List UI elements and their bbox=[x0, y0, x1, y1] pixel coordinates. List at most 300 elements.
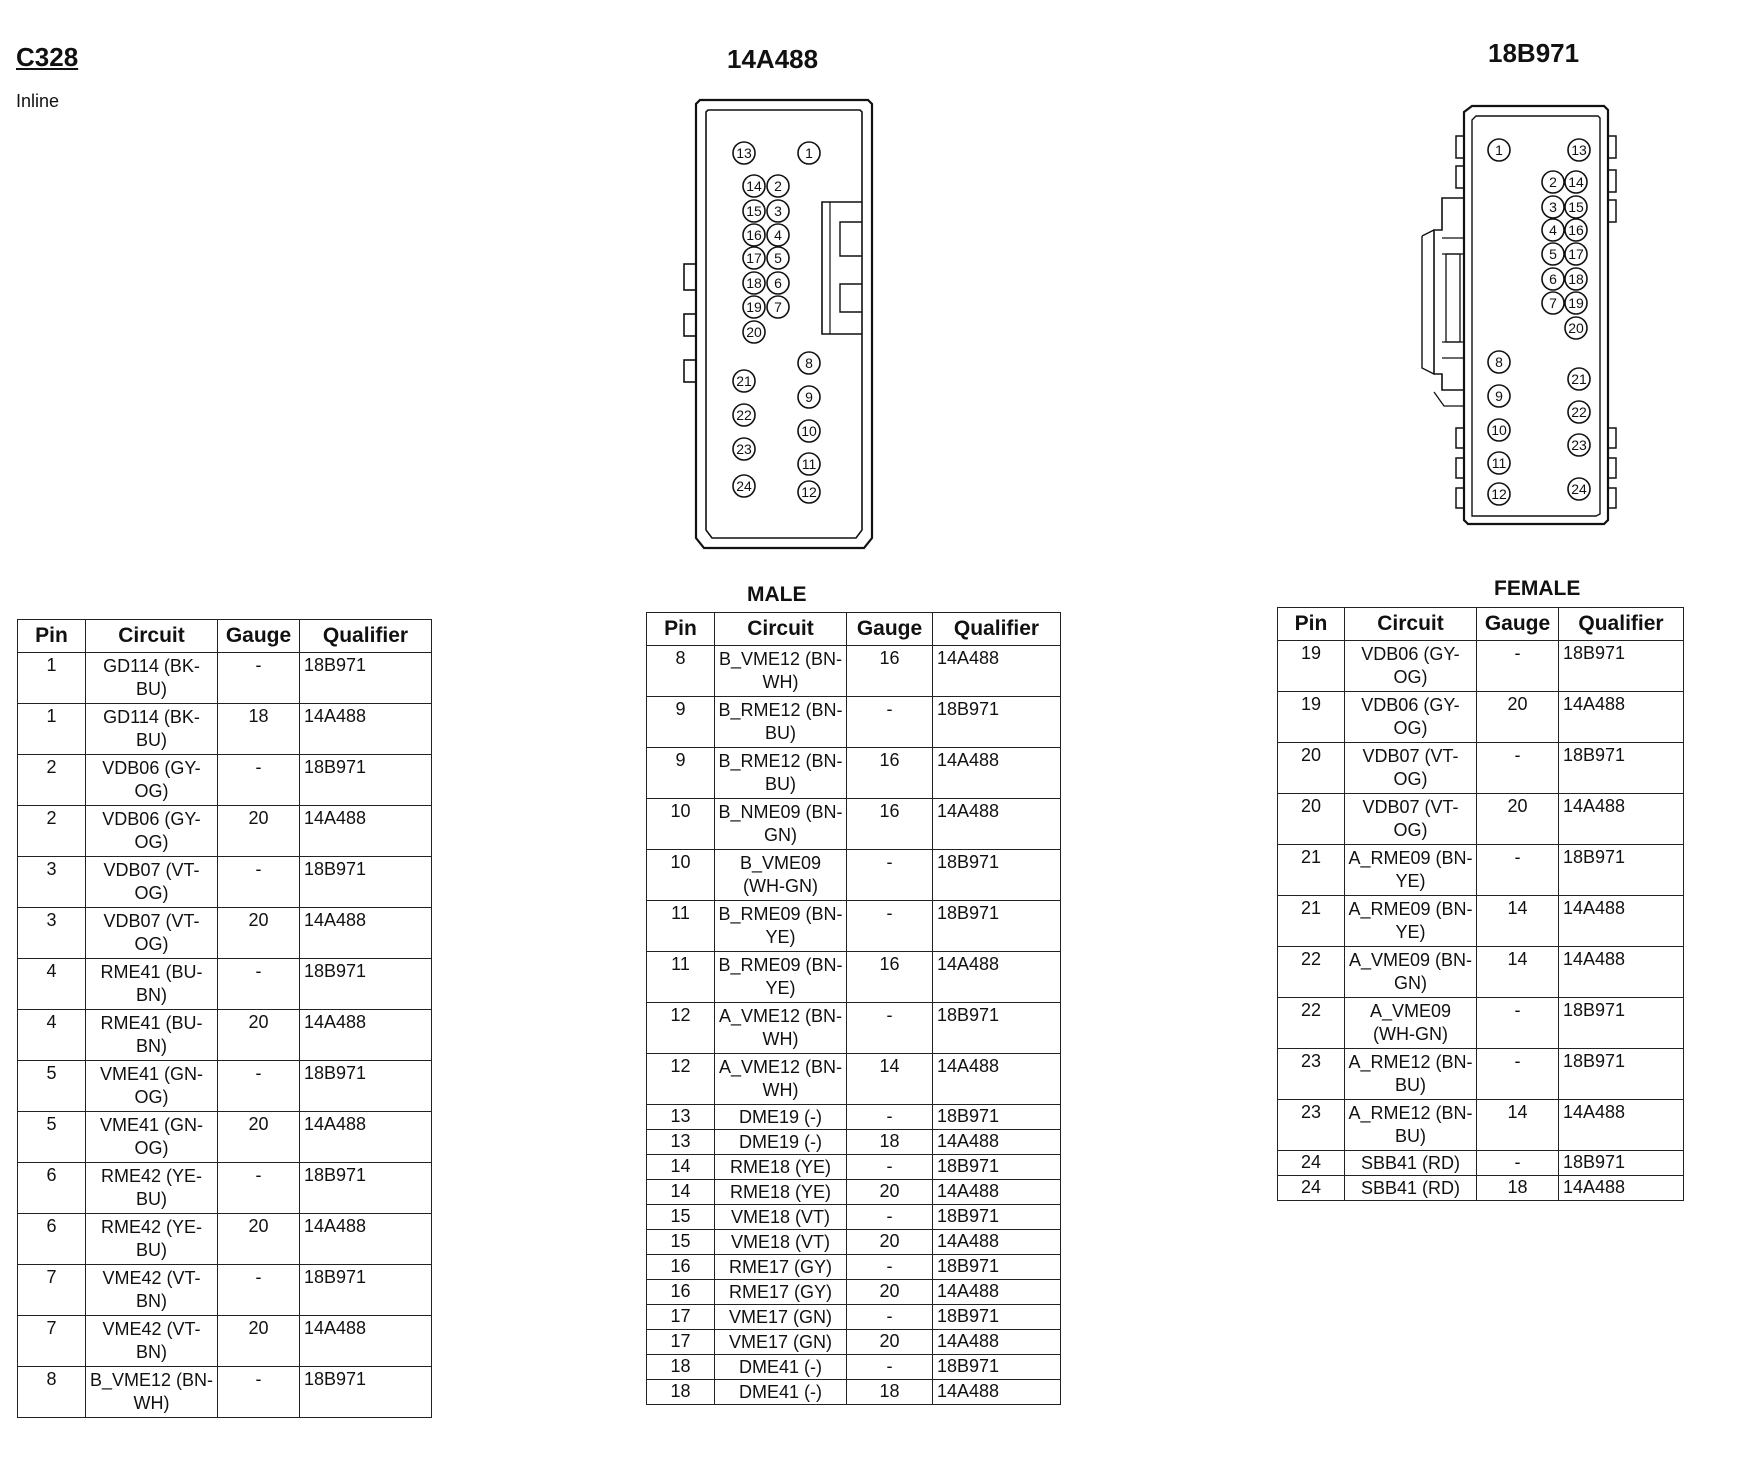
qualifier-cell: 18B971 bbox=[300, 1061, 432, 1112]
female-pin-7-number: 7 bbox=[1549, 295, 1557, 311]
pinout-table-3 bbox=[1277, 607, 1684, 1201]
female-part-number: 18B971 bbox=[1488, 38, 1580, 68]
pin-cell: 24 bbox=[1278, 1151, 1345, 1176]
pin-cell: 6 bbox=[18, 1163, 86, 1214]
male-pin-18-number: 18 bbox=[746, 275, 762, 291]
pin-cell: 12 bbox=[647, 1054, 715, 1105]
gauge-cell: 16 bbox=[847, 748, 933, 799]
circuit-cell: DME19 (-) bbox=[715, 1130, 847, 1155]
table-row bbox=[1278, 794, 1684, 845]
qualifier-cell: 18B971 bbox=[1559, 998, 1684, 1049]
male-pin-15-number: 15 bbox=[746, 203, 762, 219]
table-row bbox=[1278, 845, 1684, 896]
pin-cell: 17 bbox=[647, 1330, 715, 1355]
pin-cell: 17 bbox=[647, 1305, 715, 1330]
circuit-cell: SBB41 (RD) bbox=[1345, 1151, 1477, 1176]
qualifier-cell: 18B971 bbox=[933, 1355, 1061, 1380]
circuit-cell: VDB07 (VT-OG) bbox=[86, 908, 218, 959]
female-pin-10-number: 10 bbox=[1491, 422, 1507, 438]
table-row bbox=[647, 1255, 1061, 1280]
table-row bbox=[647, 748, 1061, 799]
qualifier-cell: 14A488 bbox=[300, 704, 432, 755]
gauge-cell: 14 bbox=[1477, 896, 1559, 947]
gauge-cell: 20 bbox=[1477, 692, 1559, 743]
pin-cell: 14 bbox=[647, 1180, 715, 1205]
pin-cell: 19 bbox=[1278, 692, 1345, 743]
qualifier-cell: 14A488 bbox=[1559, 896, 1684, 947]
gauge-cell: 20 bbox=[1477, 794, 1559, 845]
qualifier-cell: 18B971 bbox=[933, 1305, 1061, 1330]
table-row bbox=[647, 646, 1061, 697]
female-pin-1-number: 1 bbox=[1495, 142, 1503, 158]
circuit-cell: B_RME12 (BN-BU) bbox=[715, 697, 847, 748]
gauge-cell: 20 bbox=[847, 1180, 933, 1205]
circuit-cell: RME18 (YE) bbox=[715, 1180, 847, 1205]
qualifier-cell: 18B971 bbox=[933, 850, 1061, 901]
circuit-cell: VDB07 (VT-OG) bbox=[1345, 743, 1477, 794]
gauge-cell: - bbox=[847, 1355, 933, 1380]
pin-cell: 8 bbox=[18, 1367, 86, 1418]
connector-location-subtitle: Inline bbox=[16, 91, 60, 111]
table-row bbox=[18, 1214, 432, 1265]
pin-cell: 13 bbox=[647, 1105, 715, 1130]
qualifier-cell: 18B971 bbox=[300, 1265, 432, 1316]
table-row bbox=[18, 1112, 432, 1163]
male-pin-21-number: 21 bbox=[736, 373, 752, 389]
circuit-cell: VME18 (VT) bbox=[715, 1230, 847, 1255]
qualifier-cell: 18B971 bbox=[933, 1205, 1061, 1230]
circuit-cell: VDB07 (VT-OG) bbox=[1345, 794, 1477, 845]
gauge-cell: - bbox=[847, 850, 933, 901]
male-pin-23-number: 23 bbox=[736, 441, 752, 457]
table-row bbox=[18, 857, 432, 908]
circuit-cell: RME17 (GY) bbox=[715, 1255, 847, 1280]
gauge-cell: 20 bbox=[847, 1330, 933, 1355]
pin-cell: 2 bbox=[18, 755, 86, 806]
male-pin-11-number: 11 bbox=[801, 456, 817, 472]
table-row bbox=[647, 1054, 1061, 1105]
gauge-cell: 20 bbox=[218, 908, 300, 959]
qualifier-cell: 14A488 bbox=[933, 748, 1061, 799]
table-row bbox=[18, 959, 432, 1010]
table-row bbox=[1278, 1100, 1684, 1151]
male-part-number: 14A488 bbox=[727, 44, 819, 74]
table-row bbox=[647, 697, 1061, 748]
female-pin-3-number: 3 bbox=[1549, 199, 1557, 215]
qualifier-cell: 14A488 bbox=[1559, 1100, 1684, 1151]
table-row bbox=[647, 1155, 1061, 1180]
table-row bbox=[647, 1205, 1061, 1230]
female-pin-24-number: 24 bbox=[1571, 481, 1587, 497]
male-pin-5-number: 5 bbox=[774, 250, 782, 266]
gauge-cell: 20 bbox=[218, 1316, 300, 1367]
circuit-cell: VDB07 (VT-OG) bbox=[86, 857, 218, 908]
pin-cell: 15 bbox=[647, 1230, 715, 1255]
circuit-cell: SBB41 (RD) bbox=[1345, 1176, 1477, 1201]
female-connector-face-diagram bbox=[1420, 106, 1630, 526]
table-row bbox=[1278, 743, 1684, 794]
table-row bbox=[647, 901, 1061, 952]
pin-cell: 4 bbox=[18, 959, 86, 1010]
pin-cell: 3 bbox=[18, 908, 86, 959]
male-pin-13-number: 13 bbox=[736, 145, 752, 161]
circuit-cell: GD114 (BK-BU) bbox=[86, 653, 218, 704]
male-pin-24-number: 24 bbox=[736, 478, 752, 494]
table-row bbox=[1278, 641, 1684, 692]
table-row bbox=[647, 1305, 1061, 1330]
circuit-cell: VDB06 (GY-OG) bbox=[86, 755, 218, 806]
table-row bbox=[647, 1180, 1061, 1205]
pin-cell: 7 bbox=[18, 1265, 86, 1316]
circuit-cell: A_RME12 (BN-BU) bbox=[1345, 1049, 1477, 1100]
circuit-cell: B_VME12 (BN-WH) bbox=[715, 646, 847, 697]
gauge-cell: - bbox=[218, 1163, 300, 1214]
table-row bbox=[18, 1163, 432, 1214]
pin-cell: 14 bbox=[647, 1155, 715, 1180]
male-pin-7-number: 7 bbox=[774, 299, 782, 315]
circuit-cell: A_VME12 (BN-WH) bbox=[715, 1054, 847, 1105]
circuit-cell: A_VME12 (BN-WH) bbox=[715, 1003, 847, 1054]
female-pin-19-number: 19 bbox=[1568, 295, 1584, 311]
circuit-cell: B_RME12 (BN-BU) bbox=[715, 748, 847, 799]
gauge-cell: 18 bbox=[847, 1130, 933, 1155]
pinout-table-2 bbox=[646, 612, 1061, 1405]
female-pin-20-number: 20 bbox=[1568, 320, 1584, 336]
table-row bbox=[18, 1265, 432, 1316]
qualifier-cell: 14A488 bbox=[300, 1112, 432, 1163]
qualifier-cell: 14A488 bbox=[933, 1380, 1061, 1405]
gauge-cell: - bbox=[1477, 998, 1559, 1049]
pin-cell: 16 bbox=[647, 1280, 715, 1305]
pin-cell: 21 bbox=[1278, 845, 1345, 896]
gauge-cell: 20 bbox=[218, 1010, 300, 1061]
male-connector-face-diagram bbox=[680, 98, 880, 550]
female-pin-8-number: 8 bbox=[1495, 354, 1503, 370]
qualifier-cell: 18B971 bbox=[1559, 743, 1684, 794]
male-pin-4-number: 4 bbox=[774, 227, 782, 243]
pin-column-header: Pin bbox=[647, 613, 715, 646]
circuit-cell: RME41 (BU-BN) bbox=[86, 959, 218, 1010]
pin-cell: 20 bbox=[1278, 743, 1345, 794]
female-pin-17-number: 17 bbox=[1568, 246, 1584, 262]
table-row bbox=[647, 1380, 1061, 1405]
male-pin-3-number: 3 bbox=[774, 203, 782, 219]
gauge-cell: 18 bbox=[218, 704, 300, 755]
pin-cell: 5 bbox=[18, 1112, 86, 1163]
male-pin-8-number: 8 bbox=[805, 355, 813, 371]
gauge-cell: - bbox=[847, 1305, 933, 1330]
table-row bbox=[18, 653, 432, 704]
circuit-cell: B_RME09 (BN-YE) bbox=[715, 952, 847, 1003]
qualifier-cell: 18B971 bbox=[933, 1105, 1061, 1130]
gauge-cell: - bbox=[218, 1061, 300, 1112]
pin-cell: 20 bbox=[1278, 794, 1345, 845]
table-row bbox=[647, 1105, 1061, 1130]
circuit-cell: A_VME09 (WH-GN) bbox=[1345, 998, 1477, 1049]
qualifier-cell: 14A488 bbox=[933, 1130, 1061, 1155]
table-row bbox=[647, 1330, 1061, 1355]
circuit-cell: RME42 (YE-BU) bbox=[86, 1214, 218, 1265]
table-row bbox=[18, 908, 432, 959]
table-row bbox=[1278, 947, 1684, 998]
qualifier-cell: 14A488 bbox=[933, 1330, 1061, 1355]
pin-cell: 10 bbox=[647, 850, 715, 901]
female-pin-13-number: 13 bbox=[1571, 142, 1587, 158]
qualifier-cell: 14A488 bbox=[933, 952, 1061, 1003]
male-pin-10-number: 10 bbox=[801, 423, 817, 439]
gauge-cell: 14 bbox=[847, 1054, 933, 1105]
circuit-column-header: Circuit bbox=[86, 620, 218, 653]
table-row bbox=[647, 1003, 1061, 1054]
table-row bbox=[647, 1355, 1061, 1380]
table-row bbox=[647, 1280, 1061, 1305]
circuit-cell: VDB06 (GY-OG) bbox=[1345, 641, 1477, 692]
qualifier-cell: 14A488 bbox=[1559, 1176, 1684, 1201]
gauge-cell: 20 bbox=[218, 1214, 300, 1265]
table-row bbox=[647, 952, 1061, 1003]
gauge-cell: 20 bbox=[218, 806, 300, 857]
gauge-cell: - bbox=[218, 1265, 300, 1316]
pin-cell: 21 bbox=[1278, 896, 1345, 947]
gauge-cell: 18 bbox=[847, 1380, 933, 1405]
gauge-cell: 16 bbox=[847, 799, 933, 850]
male-pin-16-number: 16 bbox=[746, 227, 762, 243]
circuit-cell: A_RME09 (BN-YE) bbox=[1345, 896, 1477, 947]
pin-cell: 9 bbox=[647, 697, 715, 748]
table-row bbox=[18, 1061, 432, 1112]
male-pin-6-number: 6 bbox=[774, 275, 782, 291]
gauge-cell: - bbox=[218, 857, 300, 908]
gauge-cell: 20 bbox=[847, 1230, 933, 1255]
gauge-column-header: Gauge bbox=[847, 613, 933, 646]
qualifier-cell: 18B971 bbox=[933, 1155, 1061, 1180]
qualifier-cell: 18B971 bbox=[933, 697, 1061, 748]
qualifier-cell: 14A488 bbox=[1559, 794, 1684, 845]
pin-cell: 3 bbox=[18, 857, 86, 908]
pin-cell: 1 bbox=[18, 704, 86, 755]
circuit-cell: RME18 (YE) bbox=[715, 1155, 847, 1180]
qualifier-cell: 18B971 bbox=[300, 653, 432, 704]
pin-cell: 12 bbox=[647, 1003, 715, 1054]
female-pin-11-number: 11 bbox=[1491, 455, 1507, 471]
pin-column-header: Pin bbox=[1278, 608, 1345, 641]
circuit-cell: VME42 (VT-BN) bbox=[86, 1316, 218, 1367]
pin-cell: 23 bbox=[1278, 1049, 1345, 1100]
pin-cell: 11 bbox=[647, 952, 715, 1003]
male-pin-20-number: 20 bbox=[746, 324, 762, 340]
male-pin-22-number: 22 bbox=[736, 407, 752, 423]
qualifier-cell: 14A488 bbox=[933, 646, 1061, 697]
female-pin-23-number: 23 bbox=[1571, 437, 1587, 453]
qualifier-cell: 14A488 bbox=[933, 1280, 1061, 1305]
qualifier-cell: 18B971 bbox=[933, 901, 1061, 952]
gauge-cell: - bbox=[847, 1003, 933, 1054]
female-pin-5-number: 5 bbox=[1549, 246, 1557, 262]
pin-cell: 7 bbox=[18, 1316, 86, 1367]
circuit-cell: VME18 (VT) bbox=[715, 1205, 847, 1230]
qualifier-cell: 18B971 bbox=[300, 1367, 432, 1418]
table-row bbox=[18, 704, 432, 755]
male-gender-label: MALE bbox=[747, 583, 807, 606]
qualifier-cell: 18B971 bbox=[933, 1255, 1061, 1280]
gauge-cell: - bbox=[1477, 1049, 1559, 1100]
gauge-cell: - bbox=[847, 1155, 933, 1180]
table-row bbox=[18, 806, 432, 857]
pinout-table-2-body bbox=[647, 646, 1061, 1405]
qualifier-cell: 14A488 bbox=[300, 1214, 432, 1265]
table-row bbox=[1278, 896, 1684, 947]
circuit-column-header: Circuit bbox=[715, 613, 847, 646]
pin-cell: 23 bbox=[1278, 1100, 1345, 1151]
table-row bbox=[18, 1316, 432, 1367]
gauge-cell: - bbox=[1477, 743, 1559, 794]
qualifier-cell: 18B971 bbox=[300, 959, 432, 1010]
female-pin-4-number: 4 bbox=[1549, 222, 1557, 238]
gauge-cell: - bbox=[218, 755, 300, 806]
connector-id-title: C328 bbox=[16, 42, 79, 72]
pin-cell: 15 bbox=[647, 1205, 715, 1230]
male-pin-17-number: 17 bbox=[746, 250, 762, 266]
table-row bbox=[647, 1130, 1061, 1155]
circuit-cell: A_VME09 (BN-GN) bbox=[1345, 947, 1477, 998]
table-row bbox=[18, 1367, 432, 1418]
table-row bbox=[18, 755, 432, 806]
pinout-table-1 bbox=[17, 619, 432, 1418]
gauge-cell: 14 bbox=[1477, 1100, 1559, 1151]
table-row bbox=[1278, 998, 1684, 1049]
gauge-cell: 14 bbox=[1477, 947, 1559, 998]
table-row bbox=[1278, 1176, 1684, 1201]
pin-cell: 16 bbox=[647, 1255, 715, 1280]
qualifier-cell: 14A488 bbox=[300, 1316, 432, 1367]
gauge-cell: - bbox=[847, 901, 933, 952]
circuit-cell: DME19 (-) bbox=[715, 1105, 847, 1130]
female-pin-2-number: 2 bbox=[1549, 174, 1557, 190]
qualifier-cell: 14A488 bbox=[933, 1230, 1061, 1255]
female-pin-14-number: 14 bbox=[1568, 174, 1584, 190]
qualifier-cell: 18B971 bbox=[1559, 641, 1684, 692]
circuit-cell: A_RME09 (BN-YE) bbox=[1345, 845, 1477, 896]
qualifier-cell: 18B971 bbox=[300, 1163, 432, 1214]
pin-cell: 22 bbox=[1278, 947, 1345, 998]
pinout-table-1-body bbox=[18, 653, 432, 1418]
gauge-cell: 18 bbox=[1477, 1176, 1559, 1201]
pin-cell: 8 bbox=[647, 646, 715, 697]
circuit-cell: VME17 (GN) bbox=[715, 1305, 847, 1330]
pin-cell: 24 bbox=[1278, 1176, 1345, 1201]
table-row bbox=[647, 799, 1061, 850]
pin-cell: 5 bbox=[18, 1061, 86, 1112]
qualifier-cell: 18B971 bbox=[300, 857, 432, 908]
qualifier-cell: 14A488 bbox=[1559, 692, 1684, 743]
circuit-cell: GD114 (BK-BU) bbox=[86, 704, 218, 755]
circuit-cell: RME17 (GY) bbox=[715, 1280, 847, 1305]
female-pin-16-number: 16 bbox=[1568, 222, 1584, 238]
pin-cell: 11 bbox=[647, 901, 715, 952]
pin-cell: 9 bbox=[647, 748, 715, 799]
pin-cell: 6 bbox=[18, 1214, 86, 1265]
circuit-cell: DME41 (-) bbox=[715, 1355, 847, 1380]
gauge-cell: - bbox=[1477, 641, 1559, 692]
gauge-cell: - bbox=[1477, 1151, 1559, 1176]
gauge-cell: 16 bbox=[847, 952, 933, 1003]
male-pin-19-number: 19 bbox=[746, 299, 762, 315]
female-pin-15-number: 15 bbox=[1568, 199, 1584, 215]
table-row bbox=[1278, 1151, 1684, 1176]
qualifier-cell: 18B971 bbox=[1559, 1049, 1684, 1100]
gauge-cell: - bbox=[847, 1105, 933, 1130]
female-pin-21-number: 21 bbox=[1571, 371, 1587, 387]
male-pin-12-number: 12 bbox=[801, 484, 817, 500]
pin-cell: 18 bbox=[647, 1380, 715, 1405]
circuit-cell: B_RME09 (BN-YE) bbox=[715, 901, 847, 952]
circuit-cell: VDB06 (GY-OG) bbox=[1345, 692, 1477, 743]
circuit-cell: B_VME09 (WH-GN) bbox=[715, 850, 847, 901]
female-gender-label: FEMALE bbox=[1494, 577, 1581, 600]
qualifier-column-header: Qualifier bbox=[300, 620, 432, 653]
table-row bbox=[18, 1010, 432, 1061]
gauge-cell: - bbox=[847, 1205, 933, 1230]
table-row bbox=[1278, 692, 1684, 743]
qualifier-cell: 14A488 bbox=[933, 1180, 1061, 1205]
qualifier-column-header: Qualifier bbox=[933, 613, 1061, 646]
pinout-table-3-body bbox=[1278, 641, 1684, 1201]
circuit-cell: VME42 (VT-BN) bbox=[86, 1265, 218, 1316]
pin-cell: 1 bbox=[18, 653, 86, 704]
circuit-cell: RME42 (YE-BU) bbox=[86, 1163, 218, 1214]
female-pin-12-number: 12 bbox=[1491, 486, 1507, 502]
pin-cell: 18 bbox=[647, 1355, 715, 1380]
pin-cell: 13 bbox=[647, 1130, 715, 1155]
circuit-cell: RME41 (BU-BN) bbox=[86, 1010, 218, 1061]
circuit-cell: VME17 (GN) bbox=[715, 1330, 847, 1355]
qualifier-cell: 14A488 bbox=[933, 799, 1061, 850]
gauge-cell: - bbox=[218, 1367, 300, 1418]
male-pin-2-number: 2 bbox=[774, 178, 782, 194]
gauge-cell: 20 bbox=[218, 1112, 300, 1163]
female-pin-9-number: 9 bbox=[1495, 388, 1503, 404]
gauge-cell: - bbox=[1477, 845, 1559, 896]
pin-cell: 19 bbox=[1278, 641, 1345, 692]
pin-column-header: Pin bbox=[18, 620, 86, 653]
circuit-cell: VME41 (GN-OG) bbox=[86, 1112, 218, 1163]
circuit-column-header: Circuit bbox=[1345, 608, 1477, 641]
qualifier-cell: 14A488 bbox=[1559, 947, 1684, 998]
circuit-cell: B_NME09 (BN-GN) bbox=[715, 799, 847, 850]
circuit-cell: VME41 (GN-OG) bbox=[86, 1061, 218, 1112]
qualifier-cell: 14A488 bbox=[933, 1054, 1061, 1105]
table-row bbox=[647, 850, 1061, 901]
pin-cell: 10 bbox=[647, 799, 715, 850]
gauge-cell: 20 bbox=[847, 1280, 933, 1305]
qualifier-cell: 18B971 bbox=[1559, 1151, 1684, 1176]
gauge-cell: - bbox=[847, 697, 933, 748]
qualifier-cell: 18B971 bbox=[933, 1003, 1061, 1054]
table-row bbox=[647, 1230, 1061, 1255]
table-row bbox=[1278, 1049, 1684, 1100]
gauge-cell: - bbox=[218, 959, 300, 1010]
qualifier-cell: 14A488 bbox=[300, 908, 432, 959]
male-pin-9-number: 9 bbox=[805, 389, 813, 405]
circuit-cell: VDB06 (GY-OG) bbox=[86, 806, 218, 857]
female-pin-6-number: 6 bbox=[1549, 271, 1557, 287]
male-pin-1-number: 1 bbox=[805, 145, 813, 161]
female-pin-18-number: 18 bbox=[1568, 271, 1584, 287]
circuit-cell: A_RME12 (BN-BU) bbox=[1345, 1100, 1477, 1151]
circuit-cell: DME41 (-) bbox=[715, 1380, 847, 1405]
qualifier-cell: 18B971 bbox=[1559, 845, 1684, 896]
male-pin-14-number: 14 bbox=[746, 178, 762, 194]
